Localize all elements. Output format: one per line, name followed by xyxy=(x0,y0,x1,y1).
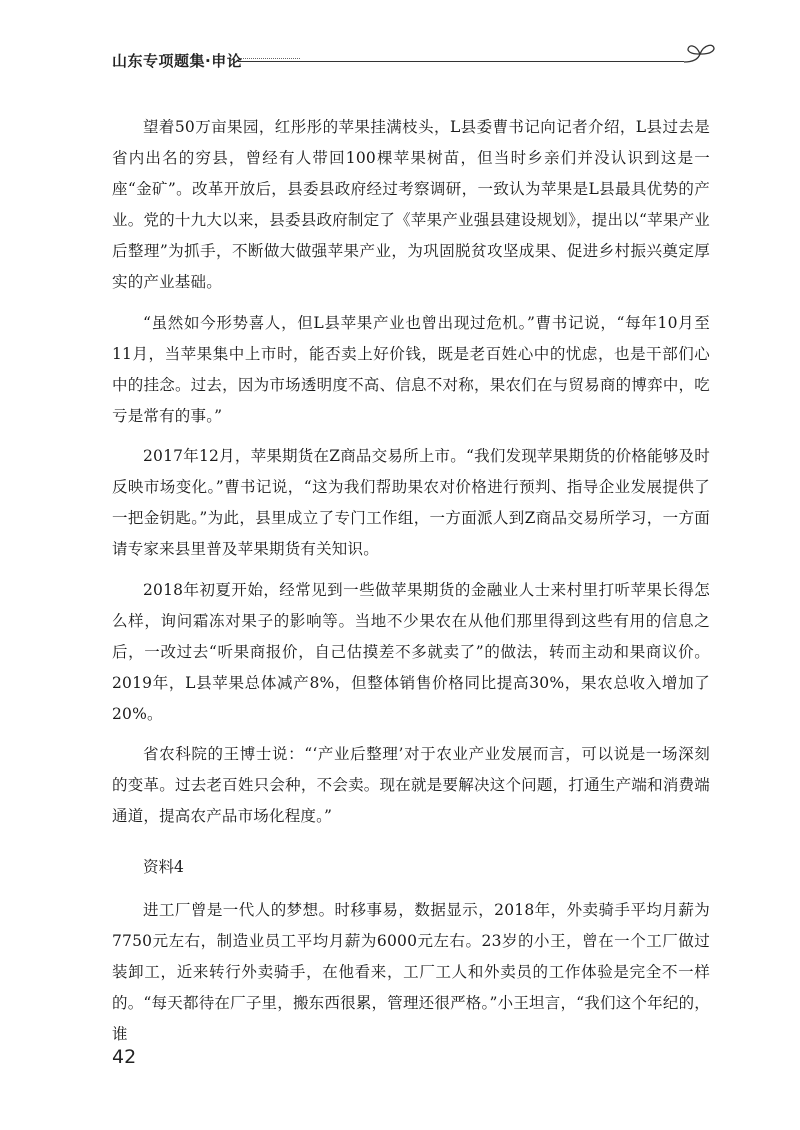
page-number: 42 xyxy=(112,1046,137,1068)
running-header xyxy=(112,46,724,72)
section-heading: 资料4 xyxy=(143,858,184,876)
sprout-icon xyxy=(682,40,718,68)
paragraph-5: 省农科院的王博士说：“‘产业后整理’对于农业产业发展而言，可以说是一场深刻的变革。过去老百姓只会种，不会卖。现在就是要解决这个问题，打通生产端和消费端通道，提高农产品市场化程度。” xyxy=(112,745,710,825)
paragraph-3: 2017年12月，苹果期货在Z商品交易所上市。“我们发现苹果期货的价格能够及时反映市场变化。”曹书记说，“这为我们帮助果农对价格进行预判、指导企业发展提供了一把金钥匙。”为此，县里成立了专门工作组，一方面派人到Z商品交易所学习，一方面请专家来县里普及苹果期货有关知识。 xyxy=(112,447,710,558)
paragraph-1: 望着50万亩果园，红彤彤的苹果挂满枝头，L县委曹书记向记者介绍，L县过去是省内出名的穷县，曾经有人带回100棵苹果树苗，但当时乡亲们并没认识到这是一座“金矿”。改革开放后，县委县政府经过考察调研，一致认为苹果是L县最具优势的产业。党的十九大以来，县委县政府制定了《苹果产业强县建设规划》，提出以“苹果产业后整理”为抓手，不断做大做强苹果产业，为巩固脱贫攻坚成果、促进乡村振兴奠定厚实的产业基础。 xyxy=(112,118,710,291)
article-body xyxy=(112,112,710,1060)
book-title: 山东专项题集·申论 xyxy=(112,52,243,70)
paragraph-2: “虽然如今形势喜人，但L县苹果产业也曾出现过危机。”曹书记说，“每年10月至11月，当苹果集中上市时，能否卖上好价钱，既是老百姓心中的忧虑，也是干部们心中的挂念。过去，因为市场透明度不高、信息不对称，果农们在与贸易商的博弈中，吃亏是常有的事。” xyxy=(112,313,711,425)
header-rule xyxy=(238,61,684,62)
section-paragraph-1: 进工厂曾是一代人的梦想。时移事易，数据显示，2018年，外卖骑手平均月薪为7750元左右，制造业员工平均月薪为6000元左右。23岁的小王，曾在一个工厂做过装卸工，近来转行外卖骑手，在他看来，工厂工人和外卖员的工作体验是完全不一样的。“每天都待在厂子里，搬东西很累，管理还很严格。”小王坦言，“我们这个年纪的，谁 xyxy=(112,901,710,1043)
paragraph-4: 2018年初夏开始，经常见到一些做苹果期货的金融业人士来村里打听苹果长得怎么样，询问霜冻对果子的影响等。当地不少果农在从他们那里得到这些有用的信息之后，一改过去“听果商报价，自己估摸差不多就卖了”的做法，转而主动和果商议价。2019年，L县苹果总体减产8%，但整体销售价格同比提高30%，果农总收入增加了20%。 xyxy=(112,580,710,723)
